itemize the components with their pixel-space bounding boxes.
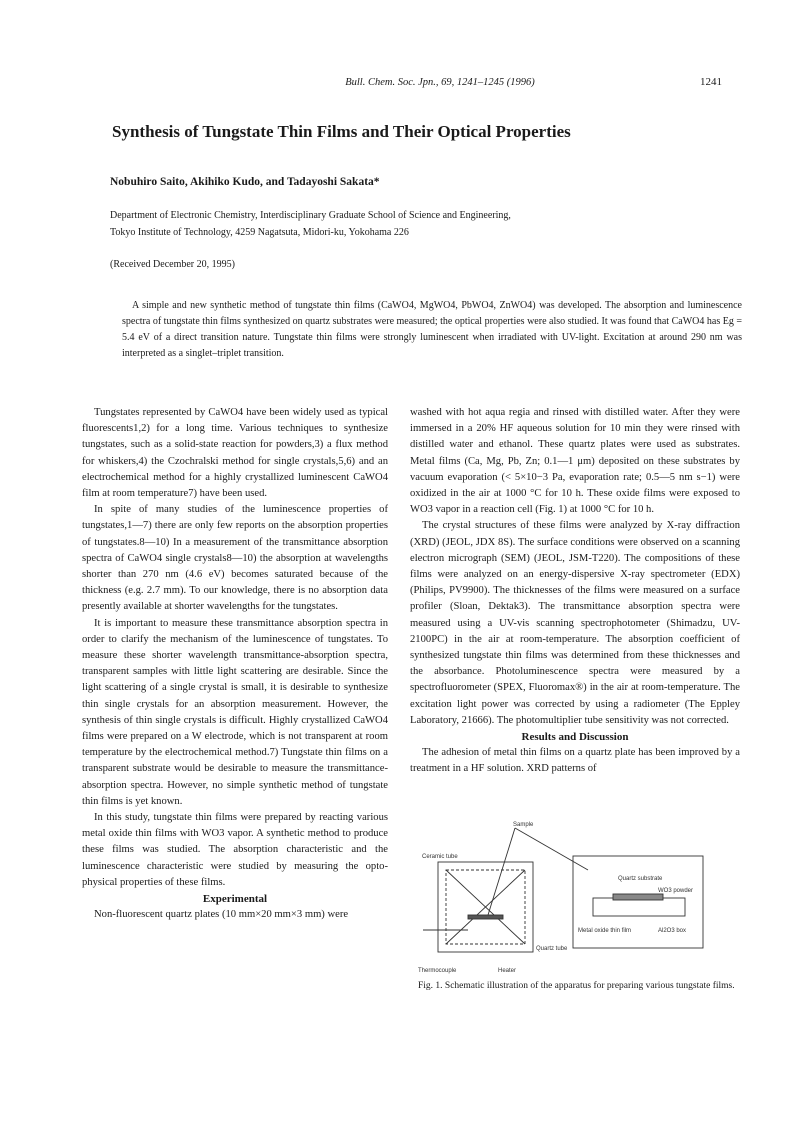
fig-label-metal-oxide: Metal oxide thin film [578,928,632,934]
fig-label-al2o3-box: Al2O3 box [658,928,687,934]
paragraph: It is important to measure these transmittance absorption spectra in order to clarify the mechanism of the luminescence of tungstates. To measure these shorter wavelength transmittance-absorption spectra, transparent samples with little light scattering are desirable. Since the light scattering of a single crystal is small, it is desirable to synthesize thin single crystals for an absorption measurement. However, the synthesis of thin single crystals is difficult. Highly crystallized CaWO4 films were prepared on a W electrode, which is not transparent at room temperature by the electrochemical method.7) Tungstate thin films on a transparent substrate would be desirable to measure the transmittance-absorption spectra. However, no simple synthetic method of tungstate thin films is yet known. [82,617,388,807]
paragraph: Tungstates represented by CaWO4 have been widely used as typical fluorescents1,2) for a long time. Various techniques to synthesize tungstates, such as a solid-state reaction for powders,3) a flux method for whiskers,4) the Czochralski method for single crystals,5,6) and an electrochemical method for a highly crystallized luminescent CaWO4 film at room temperature7) have been used. [82,407,388,500]
paragraph: The crystal structures of these films were analyzed by X-ray diffraction (XRD) (JEOL, JDX 8S). The surface conditions were observed on a scanning electron micrograph (SEM) (JEOL, JSM-T220). The compositions of these films were analyzed on an energy-dispersive X-ray spectrometer (EDX) (Philips, PV9900). The thicknesses of the films were measured on a surface profiler (Sloan, Dektak3). The transmittance absorption spectra were measured using a UV-vis scanning spectrophotometer (Shimadzu, UV-2100PC) in the air at room-temperature. The absorption coefficient of synthesized tungstate thin films was determined from these thicknesses and the absorbance. Photoluminescence spectra were measured by a spectrofluorometer (SPEX, Fluoromax®) in the air at room-temperature. The excitation light power was corrected by using a radiometer (The Eppley Laboratory, 21666). The photomultiplier tube sensitivity was not corrected. [410,520,740,726]
paragraph: Non-fluorescent quartz plates (10 mm×20 mm×3 mm) were [94,909,349,921]
left-column [82,405,388,924]
paragraph: washed with hot aqua regia and rinsed with distilled water. After they were immersed in a 20% HF aqueous solution for 10 min they were rinsed with distilled water and ethanol. These quartz plates were used as substrates. Metal films (Ca, Mg, Pb, Zn; 0.1—1 μm) deposited on these substrates by vacuum evaporation (< 5×10−3 Pa, evaporation rate; 0.5—5 nm s−1) were oxidized in the air at 1000 °C for 10 h. These oxide films were exposed to WO3 vapor in a reaction cell (Fig. 1) at 1000 °C for 10 h. [410,407,740,516]
abstract: A simple and new synthetic method of tungstate thin films (CaWO4, MgWO4, PbWO4, ZnWO4) was developed. The absorption and luminescence spectra of tungstate thin films synthesized on quartz substrates were measured; the optical properties were also studied. It was found that CaWO4 has Eg = 5.4 eV of a direct transition nature. Tungstate thin films were strongly luminescent when irradiated with UV-light. Excitation at around 290 nm was interpreted as a singlet–triplet transition. [122,300,742,359]
fig-label-heater: Heater [498,968,517,974]
paragraph: In spite of many studies of the luminescence properties of tungstates,1—7) there are only few reports on the absorption properties of tungstates.8—10) In a measurement of the transmittance absorption spectra of CaWO4 single crystals8—10) the absorption at wavelengths shorter than 270 nm (4.6 eV) becomes saturated because of the thickness (e.g. 2.7 mm). To our knowledge, there is no absorption data presently available at shorter wavelengths for the tungstates. [82,504,388,613]
section-heading-experimental: Experimental [202,893,268,906]
paper-title: Synthesis of Tungstate Thin Films and Their Optical Properties [112,122,571,141]
fig-label-ceramic-tube: Ceramic tube [422,854,458,860]
paragraph: The adhesion of metal thin films on a quartz plate has been improved by a treatment in a HF solution. XRD patterns of [410,747,740,775]
fig-label-quartz-substrate: Quartz substrate [618,876,663,882]
detail-box [573,856,703,948]
sample-plate [468,915,503,919]
fig-label-wo3-powder: WO3 powder [658,888,694,894]
figure-caption: Fig. 1. Schematic illustration of the apparatus for preparing various tungstate films. [418,981,735,991]
page-number: 1241 [700,76,722,88]
fig-label-sample: Sample [513,822,534,828]
right-column [410,405,740,778]
authors: Nobuhiro Saito, Akihiko Kudo, and Tadayoshi Sakata* [110,176,380,188]
received-date: (Received December 20, 1995) [110,259,235,270]
journal-citation: Bull. Chem. Soc. Jpn., 69, 1241–1245 (1996) [345,77,535,88]
affiliation-line-2: Tokyo Institute of Technology, 4259 Nagatsuta, Midori-ku, Yokohama 226 [110,227,409,238]
fig-label-thermocouple: Thermocouple [418,968,457,974]
paragraph: In this study, tungstate thin films were prepared by reacting various metal oxide thin films with WO3 vapor. A synthetic method to produce these films was studied. The absorption characteristic and the luminescence characteristic were studied by measuring the opto-physical properties of these films. [82,812,388,888]
affiliation-line-1: Department of Electronic Chemistry, Interdisciplinary Graduate School of Science and Engineering, [110,210,511,221]
fig-label-quartz-tube: Quartz tube [536,946,568,952]
affiliation [110,207,730,241]
section-heading-results: Results and Discussion [521,731,629,744]
apparatus-figure [418,820,728,980]
al2o3-box-shape [593,898,685,916]
